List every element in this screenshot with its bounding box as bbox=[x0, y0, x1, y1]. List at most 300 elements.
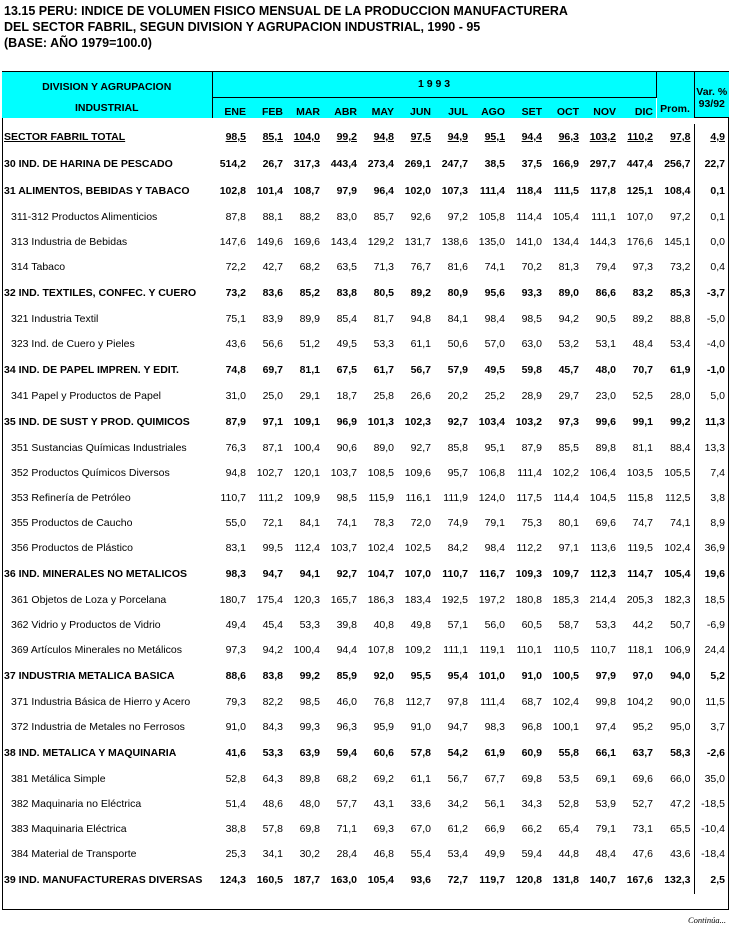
prom-value: 102,4 bbox=[656, 536, 694, 561]
month-value: 89,0 bbox=[373, 442, 394, 454]
month-value: 79,1 bbox=[484, 517, 505, 529]
month-value: 63,7 bbox=[632, 747, 653, 759]
month-value: 110,2 bbox=[627, 131, 653, 143]
row-label: 34 IND. DE PAPEL IMPREN. Y EDIT. bbox=[4, 364, 179, 376]
prom-value: 108,4 bbox=[656, 178, 694, 205]
month-value: 114,4 bbox=[516, 211, 542, 223]
month-value: 94,8 bbox=[410, 313, 431, 325]
month-value: 94,4 bbox=[521, 131, 542, 143]
month-value: 81,1 bbox=[632, 442, 653, 454]
month-value: 34,1 bbox=[262, 848, 283, 860]
prom-value: 97,8 bbox=[656, 124, 694, 151]
month-value: 57,9 bbox=[447, 364, 468, 376]
month-value: 105,4 bbox=[367, 874, 394, 886]
month-value: 69,1 bbox=[595, 773, 616, 785]
month-value: 100,4 bbox=[293, 644, 320, 656]
month-value: 120,3 bbox=[293, 594, 320, 606]
month-value: 103,2 bbox=[589, 131, 616, 143]
month-value: 109,3 bbox=[515, 568, 542, 580]
title-line-3: (BASE: AÑO 1979=100.0) bbox=[4, 36, 152, 50]
month-value: 82,2 bbox=[262, 696, 283, 708]
month-value: 37,5 bbox=[521, 158, 542, 170]
month-value: 98,4 bbox=[484, 313, 505, 325]
month-value: 83,6 bbox=[262, 287, 283, 299]
month-value: 96,9 bbox=[336, 416, 357, 428]
month-value: 447,4 bbox=[626, 158, 653, 170]
month-value: 84,3 bbox=[262, 721, 283, 733]
month-header-ago: AGO bbox=[471, 98, 508, 118]
month-header-jun: JUN bbox=[397, 98, 434, 118]
month-value: 99,5 bbox=[262, 542, 283, 554]
group-row bbox=[2, 663, 729, 690]
row-label: 31 ALIMENTOS, BEBIDAS Y TABACO bbox=[4, 185, 190, 197]
month-value: 99,3 bbox=[299, 721, 320, 733]
month-value: 273,4 bbox=[367, 158, 394, 170]
month-value: 26,7 bbox=[262, 158, 283, 170]
month-value: 108,7 bbox=[293, 185, 320, 197]
month-value: 55,8 bbox=[558, 747, 579, 759]
var-value: 3,8 bbox=[710, 492, 725, 504]
month-value: 93,6 bbox=[410, 874, 431, 886]
row-label: 372 Industria de Metales no Ferrosos bbox=[11, 721, 185, 733]
month-value: 56,7 bbox=[410, 364, 431, 376]
prom-value: 95,0 bbox=[656, 715, 694, 740]
month-value: 76,3 bbox=[225, 442, 246, 454]
month-value: 111,9 bbox=[443, 492, 468, 504]
prom-value: 106,9 bbox=[656, 638, 694, 663]
month-value: 192,5 bbox=[441, 594, 468, 606]
prom-value: 90,0 bbox=[656, 690, 694, 715]
month-value: 95,1 bbox=[484, 131, 505, 143]
continua-note: Continúa... bbox=[687, 915, 726, 925]
month-value: 89,8 bbox=[595, 442, 616, 454]
month-value: 53,3 bbox=[299, 619, 320, 631]
row-label: 351 Sustancias Químicas Industriales bbox=[11, 442, 187, 454]
month-value: 124,0 bbox=[478, 492, 505, 504]
month-value: 25,2 bbox=[484, 390, 505, 402]
prom-value: 65,5 bbox=[656, 817, 694, 842]
row-label: 362 Vidrio y Productos de Vidrio bbox=[11, 619, 161, 631]
month-value: 69,7 bbox=[262, 364, 283, 376]
month-value: 63,5 bbox=[336, 261, 357, 273]
month-value: 74,1 bbox=[484, 261, 505, 273]
month-value: 60,9 bbox=[521, 747, 542, 759]
row-label: 383 Maquinaria Eléctrica bbox=[11, 823, 127, 835]
month-value: 98,4 bbox=[484, 542, 505, 554]
month-value: 49,9 bbox=[484, 848, 505, 860]
month-value: 106,8 bbox=[478, 467, 505, 479]
division-header-line-1: DIVISION Y AGRUPACION bbox=[42, 80, 172, 93]
table-row bbox=[2, 511, 729, 536]
var-value: 8,9 bbox=[710, 517, 725, 529]
table-header bbox=[2, 72, 729, 118]
row-label: 353 Refinería de Petróleo bbox=[11, 492, 131, 504]
month-value: 55,0 bbox=[225, 517, 246, 529]
month-value: 110,7 bbox=[590, 644, 616, 656]
month-value: 74,8 bbox=[225, 364, 246, 376]
month-value: 43,6 bbox=[225, 338, 246, 350]
month-value: 114,7 bbox=[627, 568, 653, 580]
month-value: 53,9 bbox=[595, 798, 616, 810]
month-value: 90,5 bbox=[595, 313, 616, 325]
month-header-nov: NOV bbox=[582, 98, 619, 118]
row-label: 35 IND. DE SUST Y PROD. QUIMICOS bbox=[4, 416, 190, 428]
month-value: 18,7 bbox=[336, 390, 357, 402]
month-value: 100,5 bbox=[552, 670, 579, 682]
month-value: 34,2 bbox=[447, 798, 468, 810]
month-value: 131,8 bbox=[552, 874, 579, 886]
month-value: 84,1 bbox=[299, 517, 320, 529]
month-value: 42,7 bbox=[262, 261, 283, 273]
month-value: 160,5 bbox=[256, 874, 283, 886]
var-value: 0,4 bbox=[710, 261, 725, 273]
month-value: 119,1 bbox=[479, 644, 505, 656]
month-value: 111,2 bbox=[258, 492, 283, 504]
month-value: 109,1 bbox=[293, 416, 320, 428]
prom-value: 74,1 bbox=[656, 511, 694, 536]
month-value: 111,4 bbox=[517, 467, 542, 479]
month-value: 30,2 bbox=[299, 848, 320, 860]
month-value: 109,2 bbox=[404, 644, 431, 656]
month-value: 74,7 bbox=[632, 517, 653, 529]
month-value: 96,3 bbox=[336, 721, 357, 733]
month-value: 166,9 bbox=[552, 158, 579, 170]
month-value: 92,0 bbox=[373, 670, 394, 682]
month-value: 46,0 bbox=[336, 696, 357, 708]
month-value: 57,7 bbox=[336, 798, 357, 810]
month-value: 63,9 bbox=[299, 747, 320, 759]
month-value: 102,3 bbox=[404, 416, 431, 428]
month-value: 67,0 bbox=[410, 823, 431, 835]
month-value: 61,9 bbox=[484, 747, 505, 759]
month-value: 96,8 bbox=[521, 721, 542, 733]
month-value: 89,2 bbox=[632, 313, 653, 325]
month-value: 111,5 bbox=[553, 185, 579, 197]
var-value: -18,4 bbox=[701, 848, 725, 860]
month-value: 49,4 bbox=[225, 619, 246, 631]
table-row bbox=[2, 384, 729, 409]
month-value: 65,4 bbox=[558, 823, 579, 835]
row-label: 384 Material de Transporte bbox=[11, 848, 137, 860]
month-value: 113,6 bbox=[590, 542, 616, 554]
month-value: 53,5 bbox=[558, 773, 579, 785]
table-row bbox=[2, 332, 729, 357]
month-value: 56,0 bbox=[484, 619, 505, 631]
month-value: 105,4 bbox=[552, 211, 579, 223]
month-value: 60,5 bbox=[521, 619, 542, 631]
month-value: 28,4 bbox=[336, 848, 357, 860]
month-value: 88,2 bbox=[299, 211, 320, 223]
row-label: 311-312 Productos Alimenticios bbox=[11, 211, 158, 223]
month-value: 102,4 bbox=[552, 696, 579, 708]
month-value: 86,6 bbox=[595, 287, 616, 299]
month-value: 180,7 bbox=[219, 594, 246, 606]
table-row bbox=[2, 767, 729, 792]
month-value: 95,9 bbox=[373, 721, 394, 733]
month-value: 63,0 bbox=[521, 338, 542, 350]
table-row bbox=[2, 792, 729, 817]
month-value: 125,1 bbox=[626, 185, 653, 197]
month-value: 98,3 bbox=[484, 721, 505, 733]
month-value: 247,7 bbox=[441, 158, 468, 170]
month-value: 83,0 bbox=[336, 211, 357, 223]
month-value: 169,6 bbox=[293, 236, 320, 248]
prom-value: 73,2 bbox=[656, 255, 694, 280]
month-value: 97,4 bbox=[595, 721, 616, 733]
month-value: 96,4 bbox=[373, 185, 394, 197]
month-value: 97,3 bbox=[225, 644, 246, 656]
month-value: 101,3 bbox=[367, 416, 394, 428]
month-value: 69,8 bbox=[521, 773, 542, 785]
var-value: -3,7 bbox=[706, 287, 725, 299]
month-value: 97,1 bbox=[558, 542, 579, 554]
month-value: 97,2 bbox=[447, 211, 468, 223]
row-label: 371 Industria Básica de Hierro y Acero bbox=[11, 696, 191, 708]
month-value: 89,8 bbox=[299, 773, 320, 785]
row-label: 36 IND. MINERALES NO METALICOS bbox=[4, 568, 187, 580]
row-label: 30 IND. DE HARINA DE PESCADO bbox=[4, 158, 173, 170]
title-line-1: 13.15 PERU: INDICE DE VOLUMEN FISICO MENSUAL DE LA PRODUCCION MANUFACTURERA bbox=[4, 4, 568, 18]
month-value: 26,6 bbox=[410, 390, 431, 402]
month-value: 111,1 bbox=[443, 644, 468, 656]
row-label: 382 Maquinaria no Eléctrica bbox=[11, 798, 142, 810]
month-value: 95,1 bbox=[484, 442, 505, 454]
month-value: 116,1 bbox=[405, 492, 431, 504]
month-value: 83,8 bbox=[262, 670, 283, 682]
month-value: 89,0 bbox=[558, 287, 579, 299]
month-value: 107,0 bbox=[404, 568, 431, 580]
month-value: 97,9 bbox=[336, 185, 357, 197]
month-value: 85,5 bbox=[558, 442, 579, 454]
month-value: 94,8 bbox=[373, 131, 394, 143]
prom-value: 182,3 bbox=[656, 588, 694, 613]
month-value: 111,1 bbox=[591, 211, 616, 223]
month-value: 165,7 bbox=[330, 594, 357, 606]
row-label: SECTOR FABRIL TOTAL bbox=[4, 131, 126, 143]
month-value: 99,2 bbox=[299, 670, 320, 682]
month-value: 197,2 bbox=[478, 594, 505, 606]
month-value: 39,8 bbox=[336, 619, 357, 631]
prom-value: 132,3 bbox=[656, 867, 694, 894]
prom-value: 85,3 bbox=[656, 280, 694, 307]
table-row bbox=[2, 613, 729, 638]
month-value: 49,5 bbox=[484, 364, 505, 376]
month-value: 83,9 bbox=[262, 313, 283, 325]
month-value: 87,9 bbox=[225, 416, 246, 428]
month-value: 140,7 bbox=[589, 874, 616, 886]
group-row bbox=[2, 280, 729, 307]
month-value: 83,1 bbox=[225, 542, 246, 554]
month-value: 80,1 bbox=[558, 517, 579, 529]
month-value: 48,0 bbox=[299, 798, 320, 810]
month-value: 317,3 bbox=[293, 158, 320, 170]
month-value: 68,7 bbox=[521, 696, 542, 708]
month-value: 143,4 bbox=[330, 236, 357, 248]
month-value: 60,6 bbox=[373, 747, 394, 759]
var-value: 0,1 bbox=[710, 185, 725, 197]
var-value: 2,5 bbox=[710, 874, 725, 886]
row-label: 361 Objetos de Loza y Porcelana bbox=[11, 594, 167, 606]
month-value: 34,3 bbox=[521, 798, 542, 810]
month-value: 52,5 bbox=[632, 390, 653, 402]
month-value: 29,7 bbox=[558, 390, 579, 402]
month-header-abr: ABR bbox=[323, 98, 360, 118]
month-value: 109,7 bbox=[552, 568, 579, 580]
var-value: 36,9 bbox=[704, 542, 725, 554]
month-value: 50,6 bbox=[447, 338, 468, 350]
month-value: 135,0 bbox=[478, 236, 505, 248]
month-value: 102,5 bbox=[404, 542, 431, 554]
group-row bbox=[2, 151, 729, 178]
row-label: 369 Artículos Minerales no Metálicos bbox=[11, 644, 182, 656]
month-value: 64,3 bbox=[262, 773, 283, 785]
month-value: 101,4 bbox=[256, 185, 283, 197]
month-value: 59,4 bbox=[521, 848, 542, 860]
var-value: 22,7 bbox=[704, 158, 725, 170]
month-value: 76,7 bbox=[410, 261, 431, 273]
month-value: 52,7 bbox=[632, 798, 653, 810]
month-value: 100,4 bbox=[293, 442, 320, 454]
month-value: 185,3 bbox=[552, 594, 579, 606]
group-row bbox=[2, 561, 729, 588]
month-value: 91,0 bbox=[225, 721, 246, 733]
month-value: 97,1 bbox=[262, 416, 283, 428]
month-value: 129,2 bbox=[367, 236, 394, 248]
month-value: 61,7 bbox=[373, 364, 394, 376]
month-value: 29,1 bbox=[299, 390, 320, 402]
prom-value: 88,8 bbox=[656, 307, 694, 332]
row-label: 381 Metálica Simple bbox=[11, 773, 106, 785]
month-value: 101,0 bbox=[478, 670, 505, 682]
month-value: 92,6 bbox=[410, 211, 431, 223]
month-value: 95,6 bbox=[484, 287, 505, 299]
prom-value: 43,6 bbox=[656, 842, 694, 867]
month-value: 31,0 bbox=[225, 390, 246, 402]
month-value: 74,1 bbox=[336, 517, 357, 529]
month-header-mar: MAR bbox=[286, 98, 323, 118]
prom-value: 66,0 bbox=[656, 767, 694, 792]
month-value: 72,2 bbox=[225, 261, 246, 273]
prom-value: 53,4 bbox=[656, 332, 694, 357]
table-row bbox=[2, 230, 729, 255]
prom-value: 145,1 bbox=[656, 230, 694, 255]
month-value: 103,4 bbox=[478, 416, 505, 428]
var-value: 19,6 bbox=[704, 568, 725, 580]
month-value: 167,6 bbox=[626, 874, 653, 886]
month-value: 85,7 bbox=[373, 211, 394, 223]
month-value: 443,4 bbox=[330, 158, 357, 170]
month-value: 52,8 bbox=[558, 798, 579, 810]
month-value: 90,6 bbox=[336, 442, 357, 454]
month-value: 97,9 bbox=[595, 670, 616, 682]
month-value: 110,7 bbox=[220, 492, 246, 504]
month-value: 70,7 bbox=[632, 364, 653, 376]
month-value: 205,3 bbox=[626, 594, 653, 606]
month-value: 46,8 bbox=[373, 848, 394, 860]
month-value: 98,5 bbox=[521, 313, 542, 325]
month-value: 53,1 bbox=[595, 338, 616, 350]
month-value: 124,3 bbox=[219, 874, 246, 886]
month-value: 92,7 bbox=[410, 442, 431, 454]
month-value: 81,7 bbox=[373, 313, 394, 325]
month-value: 88,1 bbox=[262, 211, 283, 223]
month-value: 80,9 bbox=[447, 287, 468, 299]
month-value: 102,2 bbox=[552, 467, 579, 479]
month-value: 102,8 bbox=[219, 185, 246, 197]
var-value: -1,0 bbox=[706, 364, 725, 376]
prom-value: 112,5 bbox=[656, 486, 694, 511]
month-value: 85,4 bbox=[336, 313, 357, 325]
month-value: 59,8 bbox=[521, 364, 542, 376]
month-value: 38,8 bbox=[225, 823, 246, 835]
month-value: 57,8 bbox=[410, 747, 431, 759]
var-value: 4,9 bbox=[710, 131, 725, 143]
month-value: 97,3 bbox=[632, 261, 653, 273]
var-value: 0,1 bbox=[710, 211, 725, 223]
month-value: 107,8 bbox=[367, 644, 394, 656]
row-label: 37 INDUSTRIA METALICA BASICA bbox=[4, 670, 175, 682]
table-row bbox=[2, 536, 729, 561]
month-value: 183,4 bbox=[404, 594, 431, 606]
month-value: 94,7 bbox=[262, 568, 283, 580]
table-row bbox=[2, 690, 729, 715]
month-value: 76,8 bbox=[373, 696, 394, 708]
month-value: 53,3 bbox=[262, 747, 283, 759]
table-row bbox=[2, 307, 729, 332]
month-value: 59,4 bbox=[336, 747, 357, 759]
prom-value: 58,3 bbox=[656, 740, 694, 767]
month-value: 108,5 bbox=[367, 467, 394, 479]
month-value: 94,8 bbox=[225, 467, 246, 479]
var-value: 24,4 bbox=[704, 644, 725, 656]
table-row bbox=[2, 638, 729, 663]
month-value: 131,7 bbox=[404, 236, 431, 248]
month-value: 112,4 bbox=[294, 542, 320, 554]
month-value: 118,1 bbox=[627, 644, 653, 656]
month-value: 147,6 bbox=[219, 236, 246, 248]
month-value: 87,1 bbox=[262, 442, 283, 454]
month-value: 84,1 bbox=[447, 313, 468, 325]
prom-value: 256,7 bbox=[656, 151, 694, 178]
month-value: 95,7 bbox=[447, 467, 468, 479]
row-label: 356 Productos de Plástico bbox=[11, 542, 133, 554]
month-header-ene: ENE bbox=[212, 98, 249, 118]
var-value: -4,0 bbox=[706, 338, 725, 350]
month-value: 81,3 bbox=[558, 261, 579, 273]
month-value: 91,0 bbox=[521, 670, 542, 682]
report-title bbox=[4, 3, 568, 51]
row-label: 323 Ind. de Cuero y Pieles bbox=[11, 338, 135, 350]
prom-value: 28,0 bbox=[656, 384, 694, 409]
month-value: 74,9 bbox=[447, 517, 468, 529]
group-row bbox=[2, 409, 729, 436]
row-label: 355 Productos de Caucho bbox=[11, 517, 133, 529]
month-value: 89,9 bbox=[299, 313, 320, 325]
month-value: 71,3 bbox=[373, 261, 394, 273]
month-value: 57,0 bbox=[484, 338, 505, 350]
month-value: 85,8 bbox=[447, 442, 468, 454]
month-value: 514,2 bbox=[219, 158, 246, 170]
month-value: 103,7 bbox=[330, 542, 357, 554]
month-value: 52,8 bbox=[225, 773, 246, 785]
month-value: 61,2 bbox=[447, 823, 468, 835]
month-value: 180,8 bbox=[515, 594, 542, 606]
month-value: 117,8 bbox=[590, 185, 616, 197]
month-value: 85,2 bbox=[299, 287, 320, 299]
prom-value: 105,5 bbox=[656, 461, 694, 486]
month-value: 104,5 bbox=[589, 492, 616, 504]
month-value: 115,9 bbox=[368, 492, 394, 504]
